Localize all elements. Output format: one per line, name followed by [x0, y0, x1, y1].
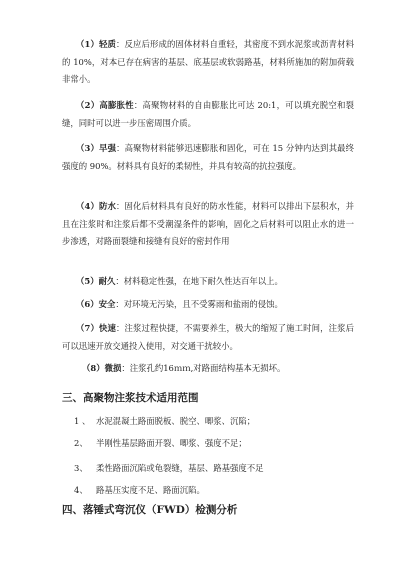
paragraph-durability	[62, 273, 354, 291]
paragraph-fast	[62, 320, 354, 355]
list-item-number: 4、	[74, 485, 88, 495]
list-item-number: 3、	[74, 463, 88, 473]
paragraph-text: ：注浆孔约16ｍｍ,对路面结构基本无损坏。	[121, 363, 286, 373]
list-item-number: 2、	[74, 438, 88, 448]
paragraph-text: ：注浆过程快捷，不需要养生，极大的缩短了施工时间，注浆后可以迅速开放交通投入使用，对交通干扰较小。	[62, 323, 355, 351]
paragraph-lead: （6）安全	[76, 299, 116, 309]
list-item-text: 水泥混凝土路面脱板、脱空、唧浆、沉陷；	[96, 416, 256, 426]
paragraph-early-strength	[62, 140, 354, 175]
list-item-text: 路基压实度不足、路面沉陷。	[96, 485, 205, 495]
list-item-number: 1 、	[74, 416, 91, 426]
paragraph-lead: （8）微损	[82, 363, 122, 373]
paragraph-lead: （3）早强	[76, 143, 117, 153]
paragraph-minimal-damage	[62, 360, 354, 378]
list-item-text: 柔性路面沉陷或龟裂缝，基层、路基强度不足	[96, 463, 264, 473]
paragraph-text: ：对环境无污染，且不受雾雨和盐雨的侵蚀。	[115, 299, 283, 309]
list-item	[74, 462, 264, 474]
paragraph-lightweight	[62, 36, 354, 89]
list-item	[74, 437, 247, 449]
paragraph-lead: （7）快速	[76, 323, 116, 333]
list-item	[74, 484, 205, 496]
paragraph-text: ：高聚物材料能够迅速膨胀和固化，可在 15 分钟内达到其最终强度的 90%。材料具有良好的柔韧性，并具有较高的抗拉强度。	[62, 143, 355, 171]
section-heading-fwd-analysis: 四、落锤式弯沉仪（FWD）检测分析	[62, 504, 238, 516]
list-item-text: 半刚性基层路面开裂、唧浆、强度不足；	[96, 438, 247, 448]
section-heading-application-scope: 三、高聚物注浆技术适用范围	[62, 392, 199, 404]
paragraph-text: ：高聚物材料的自由膨胀比可达 20:1，可以填充脱空和裂缝，同时可以进一步压密周围介质。	[62, 100, 355, 128]
paragraph-text: ：固化后材料具有良好的防水性能，材料可以排出下层积水，并且在注浆时和注浆后都不受潮湿条件的影响，固化之后材料可以阻止水的进一步渗透，对路面裂缝和接缝有良好的密封作用	[62, 201, 355, 246]
paragraph-lead: （1）轻质	[76, 39, 116, 49]
paragraph-lead: （5）耐久	[76, 276, 116, 286]
paragraph-text: ：反应后形成的固体材料自重轻，其密度不到水泥浆或沥青材料的 10%，对本已存在病害的基层、底基层或软弱路基，材料所施加的附加荷载非常小。	[62, 39, 355, 84]
paragraph-safety	[62, 296, 354, 314]
paragraph-lead: （2）高膨胀性	[76, 100, 134, 110]
paragraph-text: ：材料稳定性强，在地下耐久性达百年以上。	[115, 276, 283, 286]
paragraph-expansion	[62, 97, 354, 132]
paragraph-waterproof	[62, 198, 354, 251]
list-item	[74, 415, 255, 427]
paragraph-lead: （4）防水	[76, 201, 116, 211]
